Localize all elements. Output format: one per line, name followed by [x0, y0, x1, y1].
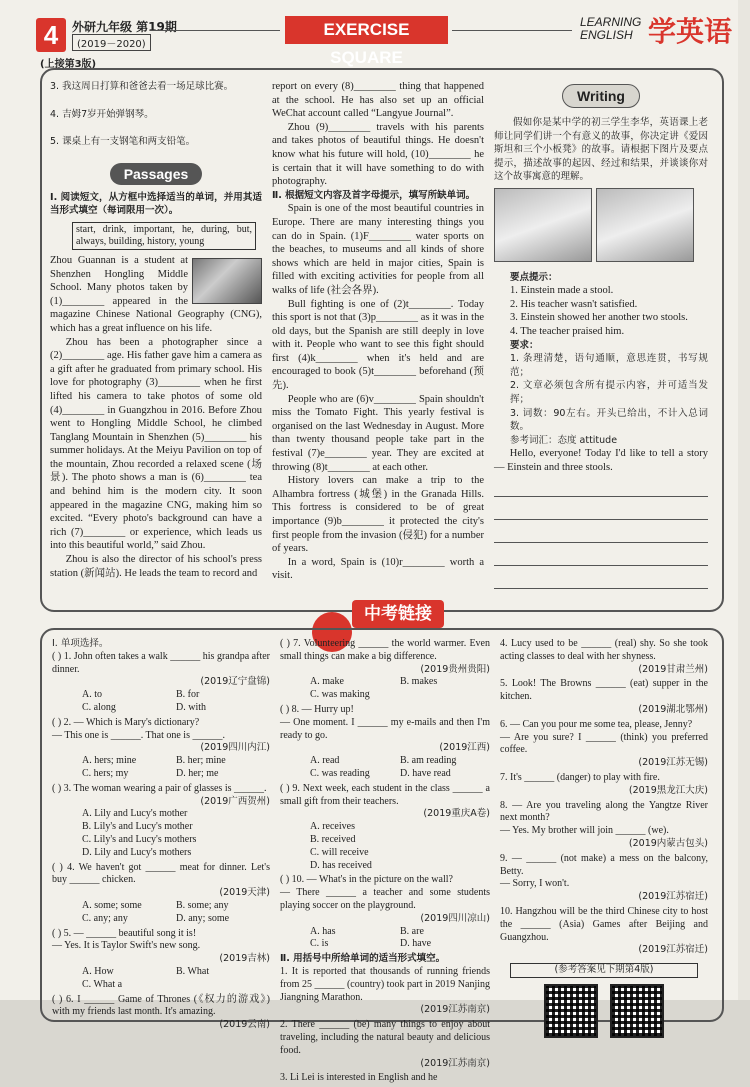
question-text: 10. Hangzhou will be the third Chinese city to host the ______ (Asia) Games after Beijing and Guangzhou.	[500, 905, 708, 943]
question-source: (2019湖北鄂州)	[638, 703, 708, 715]
mc-question-10	[280, 874, 490, 951]
passage2-para3: People who are (6)v________ Spain shouldn't miss the Tomato Fight. This yearly festival is organised on the last Wednesday in August. More than twenty thousand people take part in the festival (7)e________ year. They are excited at throwing (8)t________ at each other.	[272, 393, 484, 473]
answer-option: A. make	[310, 676, 344, 688]
answer-option: B. am reading	[400, 755, 457, 767]
mc-question-3	[52, 783, 270, 860]
bottom-middle-column	[280, 638, 490, 1087]
fill-question-3	[280, 1072, 490, 1085]
fill-question-6	[500, 719, 708, 770]
writing-title: Writing	[562, 84, 640, 108]
fill-question-10	[500, 906, 708, 957]
question-source: (2019贵州贵阳)	[420, 663, 490, 675]
answer-option: A. hers; mine	[82, 755, 137, 767]
fill-question-9	[500, 853, 708, 904]
question-text: ( ) 3. The woman wearing a pair of glasses is ______.	[52, 782, 267, 794]
answer-option: D. have	[400, 938, 432, 950]
point-2: 2. His teacher wasn't satisfied.	[510, 298, 638, 310]
fill-question-4	[500, 638, 708, 676]
question-source: (2019广西贺州)	[200, 795, 270, 807]
answer-option: B. makes	[400, 676, 438, 688]
answer-option: D. have read	[400, 767, 451, 779]
question-source: (2019江苏南京)	[420, 1057, 490, 1069]
answer-option: A. some; some	[82, 899, 142, 911]
passage1-para4: report on every (8)________ thing that happened at the school. He has also set up an official WeChat account called “Langyue Journal”.	[272, 81, 484, 120]
point-1: 1. Einstein made a stool.	[510, 285, 614, 297]
question-text: 6. — Can you pour me some tea, please, Jenny? — Are you sure? I ______ (think) you preferred coffee.	[500, 718, 708, 756]
question-text: 8. — Are you traveling along the Yangtze River next month? — Yes. My brother will join ______ (we).	[500, 799, 708, 837]
passage2-para4: History lovers can make a trip to the Alhambra fortress (城堡) in the Granada Hills. This fortress is considered to be of great importance (9)b________ it protected the city's first people from the invasion (侵犯) for a number of years.	[272, 475, 484, 555]
passage2-para5: In a word, Spain is (10)r________ worth a visit.	[272, 556, 484, 582]
requirement-3: 3. 词数：90左右。开头已给出，不计入总词数。	[510, 407, 708, 433]
answer-option: D. has received	[310, 859, 372, 871]
answer-option: C. What a	[82, 978, 123, 990]
question-text: 2. There ______ (be) many things to enjoy about traveling, including the natural beauty and delicious food.	[280, 1019, 490, 1056]
requirement-2: 2. 文章必须包含所有提示内容，并可适当发挥；	[510, 380, 708, 405]
question-text: ( ) 2. — Which is Mary's dictionary? — This one is ______. That one is ______.	[52, 716, 225, 741]
answer-option: B. some; any	[176, 899, 229, 911]
question-source: (2019江苏南京)	[420, 1004, 490, 1016]
section-banner: EXERCISE SQUARE	[285, 16, 448, 44]
question-source: (2019内蒙古包头)	[628, 837, 708, 849]
fill-title: Ⅱ. 用括号中所给单词的适当形式填空。	[280, 953, 446, 965]
question-source: (2019甘肃兰州)	[638, 663, 708, 675]
continued-note: (上接第3版)	[40, 59, 97, 70]
answer-option: C. will receive	[310, 846, 369, 858]
question-source: (2019云南)	[219, 1019, 270, 1031]
answer-option: C. is	[310, 938, 329, 950]
answer-option: A. has	[310, 925, 336, 937]
answer-option: C. hers; my	[82, 767, 129, 779]
answer-option: C. along	[82, 701, 116, 713]
point-4: 4. The teacher praised him.	[510, 325, 625, 337]
question-source: (2019天津)	[219, 887, 270, 899]
question-text: ( ) 8. — Hurry up! — One moment. I ______ my e-mails and then I'm ready to go.	[280, 703, 490, 741]
answer-option: D. with	[176, 701, 206, 713]
fill-question-8	[500, 800, 708, 851]
answer-option	[400, 689, 490, 702]
question-text: ( ) 9. Next week, each student in the class ______ a small gift from their teachers.	[280, 782, 490, 807]
question-text: ( ) 7. Volunteering ______ the world warmer. Even small things can make a big difference.	[280, 638, 490, 662]
qr-code-icon	[610, 984, 664, 1038]
question-text: ( ) 1. John often takes a walk ______ his grandpa after dinner.	[52, 650, 270, 675]
question-text: 9. — ______ (not make) a mess on the balcony, Betty. — Sorry, I won't.	[500, 852, 708, 890]
header-rule-left	[150, 30, 280, 31]
answer-option: B. What	[176, 965, 210, 977]
option-grid	[52, 755, 270, 781]
year-label: (2019－2020)	[72, 34, 151, 51]
learning-english-label: LEARNING ENGLISH	[580, 15, 642, 42]
passages-instruction: Ⅰ. 阅读短文，从方框中选择适当的单词，并用其适当形式填空（每词限用一次）。	[50, 191, 262, 217]
option-grid	[280, 755, 490, 781]
requirements-title: 要求：	[510, 339, 539, 351]
bottom-right-column	[500, 638, 708, 1043]
question-text: 7. It's ______ (danger) to play with fire.	[500, 771, 660, 783]
bottom-left-column	[52, 638, 270, 1034]
answer-option: B. received	[310, 833, 356, 845]
student-photo	[192, 258, 262, 304]
passage2-instruction: Ⅱ. 根据短文内容及首字母提示，填写所缺单词。	[272, 189, 476, 201]
translation-line-3: 3. 我这周日打算和爸爸去看一场足球比赛。	[50, 81, 234, 92]
answer-option: A. Lily and Lucy's mother	[82, 808, 188, 820]
mc-question-9	[280, 783, 490, 873]
passage1-para2: Zhou has been a photographer since a (2)________ age. His father gave him a camera as a gift after he graduated from primary school. His love for photography (3)________ when he first lifted his camera to take photos of some old (4)________ in Guangzhou in 2016. Before Zhou went to Hongling Middle School, he climbed Tanglang Mountain in Shenzhen (5)________ his summer holidays. At the Meiyu Pavilion on top of the mountain, Zhou recorded a relaxed scene (场景). The photo shows a man is (6)________ tea and behind him is the modern city. It soon appeared in the magazine CNG, making him so excited. “Every photo's background can have a rich (7)________ or experience, which leads us into this beautiful world,” said Zhou.	[50, 336, 262, 552]
option-grid	[280, 676, 490, 702]
question-source: (2019吉林)	[219, 953, 270, 965]
question-text: 3. Li Lei is interested in English and he	[280, 1072, 438, 1084]
question-source: (2019四川内江)	[200, 742, 270, 754]
header-rule-right	[452, 30, 572, 31]
passage2-para2: Bull fighting is one of (2)t________. Today this sport is not that (3)p________ as it was in the old days, but the Spanish are still deeply in love with it. People who want to see this fight should first (4)k________ when it's held and are encouraged to book (5)t________ beforehand (预先).	[272, 298, 484, 392]
requirement-1: 1. 条理清楚，语句通顺，意思连贯，书写规范；	[510, 353, 708, 378]
option-grid	[52, 689, 270, 715]
question-text: 5. Look! The Browns ______ (eat) supper in the kitchen.	[500, 678, 708, 703]
answer-option: C. was making	[310, 689, 370, 701]
qr-code-icon	[544, 984, 598, 1038]
answer-option: D. Lily and Lucy's mothers	[82, 846, 192, 858]
answer-option: A. How	[82, 965, 114, 977]
passage2-para1: Spain is one of the most beautiful countries in Europe. There are many interesting things you can do in Spain. (1)F________ water sports on the beaches, to museums and all kinds of shore shows which are held in major cities, Spain is filled with exciting activities for people from all walks of life (社会各界).	[272, 203, 484, 296]
question-source: (2019江西)	[439, 742, 490, 754]
translation-line-4: 4. 吉姆7岁开始弹钢琴。	[50, 108, 154, 120]
option-grid	[280, 926, 490, 952]
question-text: 4. Lucy used to be ______ (real) shy. So she took acting classes to deal with her shyness.	[500, 638, 708, 662]
question-source: (2019四川凉山)	[420, 912, 490, 924]
answer-option: D. her; me	[176, 767, 219, 779]
adjacent-page-edge	[738, 0, 750, 1000]
mc-question-2	[52, 717, 270, 781]
passage1-para5: Zhou (9)________ travels with his parents and takes photos of beautiful things. He doesn't know what his future will hold, (10)________ he is certain that it will have something to do with photography.	[272, 121, 484, 188]
exam-link-banner: 中考链接	[352, 600, 444, 628]
mc-question-7	[280, 638, 490, 702]
question-source: (2019黑龙江大庆)	[628, 784, 708, 796]
writing-intro: 假如你是某中学的初三学生李华，英语课上老师让同学们讲一个有意义的故事，你决定讲《爱因斯坦和三个小板凳》的故事。请根据下图片及要点提示，描述故事的起因、经过和结果，并谈谈你对这个故事寓意的理解。	[494, 117, 708, 183]
fill-question-5	[500, 678, 708, 716]
fill-question-7	[500, 772, 708, 798]
question-text: ( ) 6. I ______ Game of Thrones (《权力的游戏》) with my friends last month. It's amazing.	[52, 993, 270, 1018]
answer-option: A. receives	[310, 821, 355, 833]
question-text: 1. It is reported that thousands of running friends from 25 ______ (country) took part in 2019 Nanjing Jiangning Marathon.	[280, 965, 490, 1003]
question-source: (2019江苏宿迁)	[638, 944, 708, 956]
passage1-para1: Zhou Guannan is a student at Shenzhen Hongling Middle School. Many photos taken by (1)________ appeared in the magazine Chinese National Geography (CNG), which has a great influence on his life.	[50, 254, 262, 334]
top-middle-column	[272, 80, 484, 583]
answer-option: C. Lily's and Lucy's mothers	[82, 833, 197, 845]
page-number: 4	[36, 18, 66, 52]
reference-vocab: 参考词汇：态度 attitude	[510, 434, 618, 446]
question-source: (2019江苏宿迁)	[638, 891, 708, 903]
question-source: (2019江苏无锡)	[638, 757, 708, 769]
mc-question-5	[52, 928, 270, 992]
passages-title: Passages	[110, 163, 203, 185]
mc-question-6	[52, 994, 270, 1032]
mc-question-1	[52, 651, 270, 715]
answer-option: A. to	[82, 689, 102, 701]
issue-label: 外研九年级 第19期	[72, 20, 177, 34]
point-3: 3. Einstein showed her another two stools.	[510, 312, 688, 324]
question-source: (2019重庆A卷)	[423, 808, 490, 820]
answer-option: D. any; some	[176, 912, 230, 924]
paper-logo: 学英语	[648, 15, 733, 48]
answer-option: A. read	[310, 755, 340, 767]
translation-line-5: 5. 课桌上有一支钢笔和两支铅笔。	[50, 136, 196, 148]
answer-option: B. Lily's and Lucy's mother	[82, 821, 193, 833]
mc-title: Ⅰ. 单项选择。	[52, 638, 109, 649]
answer-option: B. her; mine	[176, 755, 226, 767]
option-grid	[280, 821, 490, 872]
option-grid	[52, 900, 270, 926]
passage1-para3: Zhou is also the director of his school's press station (新闻站). He leads the team to record and	[50, 554, 262, 579]
mc-question-4	[52, 862, 270, 926]
answer-key-note: (参考答案见下期第4版)	[510, 963, 698, 978]
answer-option: C. was reading	[310, 767, 370, 779]
answer-option: C. any; any	[82, 912, 128, 924]
writing-answer-lines	[494, 474, 708, 612]
story-illustration-2	[596, 188, 694, 262]
word-box: start, drink, important, he, during, but, always, building, history, young	[72, 222, 256, 250]
question-text: ( ) 10. — What's in the picture on the wall? — There ______ a teacher and some students playing soccer on the playground.	[280, 874, 490, 911]
question-text: ( ) 5. — ______ beautiful song it is! — Yes. It is Taylor Swift's new song.	[52, 927, 201, 952]
top-left-column	[50, 80, 262, 580]
qr-code-row	[500, 984, 708, 1043]
fill-question-2	[280, 1019, 490, 1070]
option-grid	[52, 966, 270, 992]
answer-option: B. are	[400, 925, 424, 937]
question-text: ( ) 4. We haven't got ______ meat for dinner. Let's buy ______ chicken.	[52, 861, 270, 886]
writing-opening: Hello, everyone! Today I'd like to tell a story — Einstein and three stools.	[494, 448, 708, 473]
story-illustration-1	[494, 188, 592, 262]
question-source: (2019辽宁盘锦)	[200, 676, 270, 688]
top-right-column	[494, 80, 708, 612]
mc-question-8	[280, 704, 490, 781]
option-grid	[52, 808, 270, 859]
answer-option: B. for	[176, 689, 200, 701]
fill-question-1	[280, 966, 490, 1017]
answer-option	[176, 979, 270, 992]
points-title: 要点提示：	[510, 271, 558, 283]
